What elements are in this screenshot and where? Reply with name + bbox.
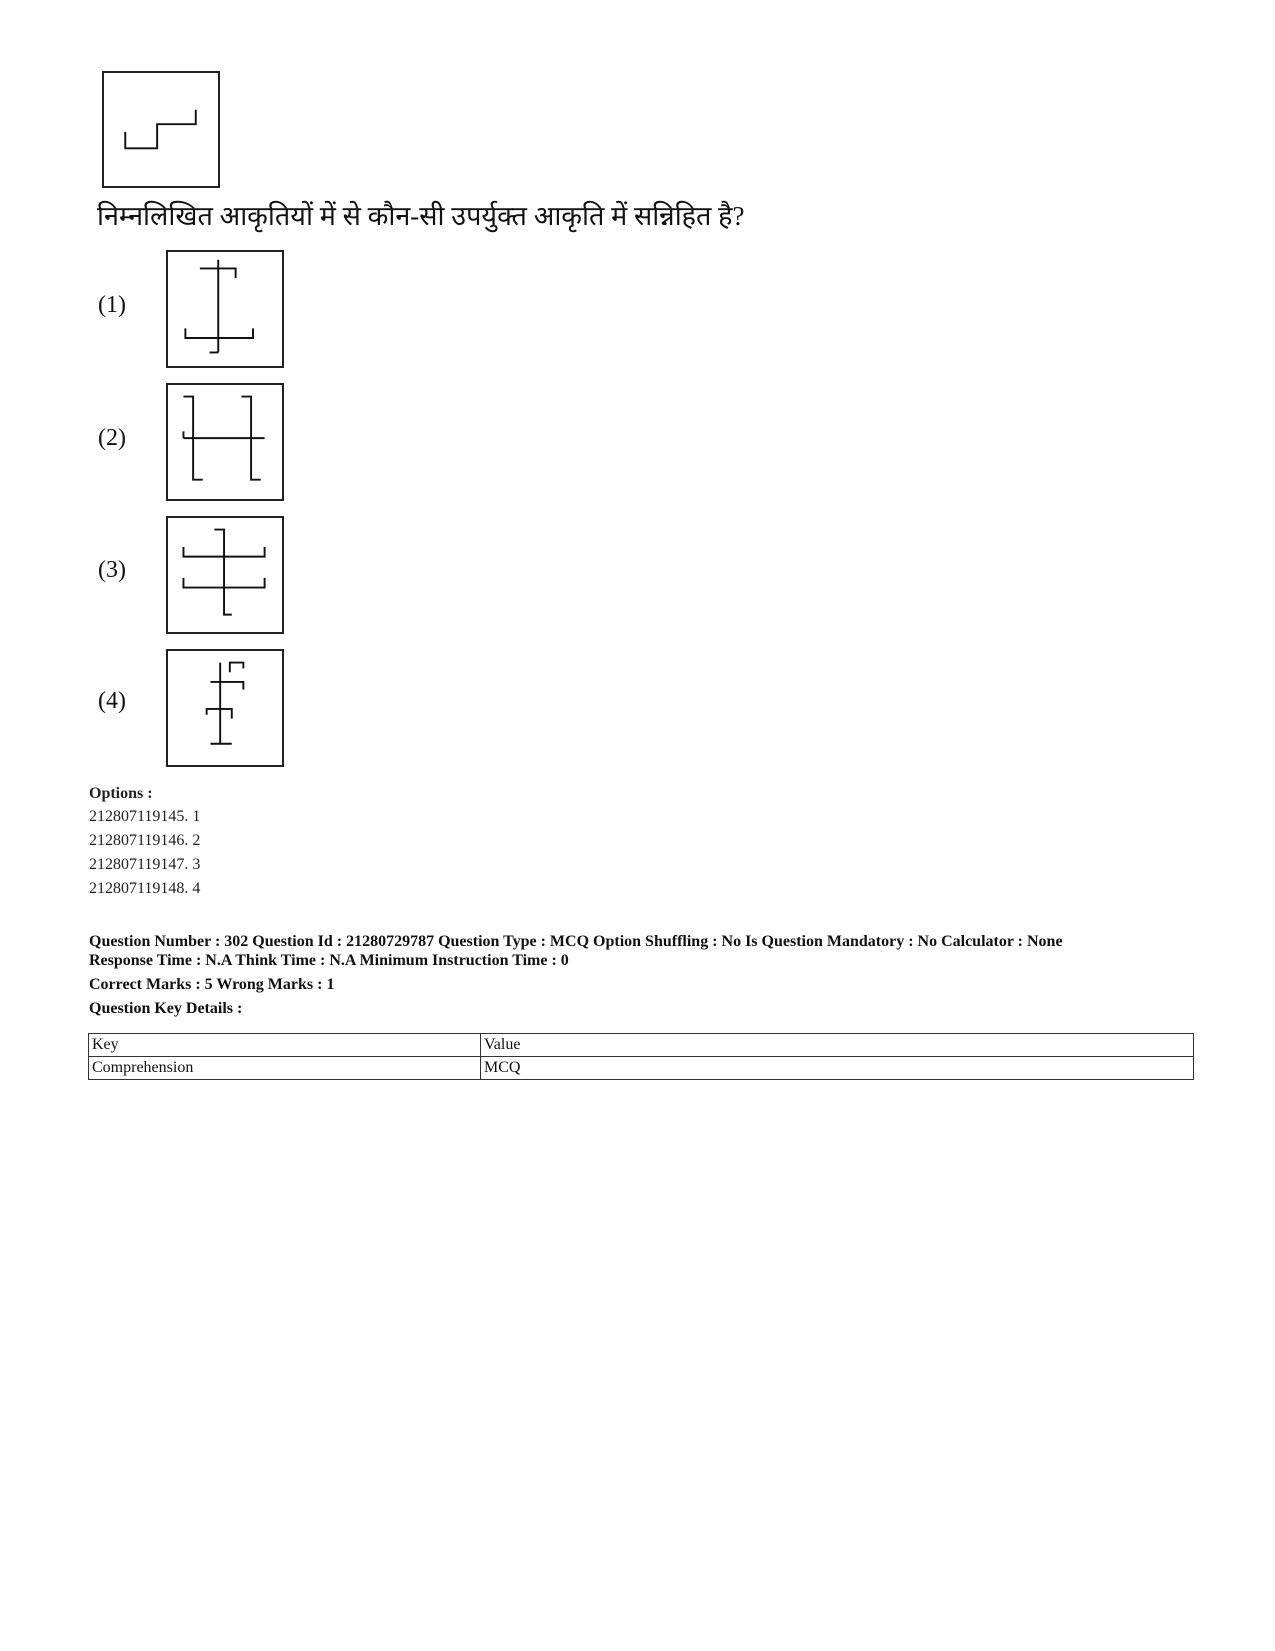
key-details-table xyxy=(88,1033,1194,1080)
answer-figure-1-drawing xyxy=(168,252,282,366)
table-header-key: Key xyxy=(89,1034,481,1057)
table-cell-key: Comprehension xyxy=(89,1057,481,1080)
question-text: निम्नलिखित आकृतियों में से कौन-सी उपर्युक्त आकृति में सन्निहित है? xyxy=(97,201,745,231)
answer-figure-4[interactable] xyxy=(166,649,284,767)
answer-figure-4-drawing xyxy=(168,651,282,765)
option-item: 212807119148. 4 xyxy=(89,880,201,897)
answer-figure-label-2: (2) xyxy=(98,425,126,451)
option-item: 212807119147. 3 xyxy=(89,856,201,873)
key-details-heading: Question Key Details : xyxy=(89,1000,243,1017)
answer-figure-label-3: (3) xyxy=(98,557,126,583)
table-header-row xyxy=(89,1034,1194,1057)
table-header-value: Value xyxy=(481,1034,1194,1057)
table-cell-value: MCQ xyxy=(481,1057,1194,1080)
answer-figure-label-1: (1) xyxy=(98,292,126,318)
question-figure xyxy=(102,71,220,188)
answer-figure-3-drawing xyxy=(168,518,282,632)
answer-figure-2[interactable] xyxy=(166,383,284,501)
question-figure-drawing xyxy=(104,73,218,186)
option-item: 212807119145. 1 xyxy=(89,808,201,825)
options-heading: Options : xyxy=(89,785,153,802)
table-row xyxy=(89,1057,1194,1080)
answer-figure-label-4: (4) xyxy=(98,688,126,714)
question-meta-line1: Question Number : 302 Question Id : 21280729787 Question Type : MCQ Option Shuffling : No Is Question Mandatory : No Calculator : None xyxy=(89,933,1063,950)
answer-figure-3[interactable] xyxy=(166,516,284,634)
answer-figure-1[interactable] xyxy=(166,250,284,368)
question-meta-line2: Response Time : N.A Think Time : N.A Minimum Instruction Time : 0 xyxy=(89,952,569,969)
option-item: 212807119146. 2 xyxy=(89,832,201,849)
answer-figure-2-drawing xyxy=(168,385,282,499)
marks-info: Correct Marks : 5 Wrong Marks : 1 xyxy=(89,976,335,993)
